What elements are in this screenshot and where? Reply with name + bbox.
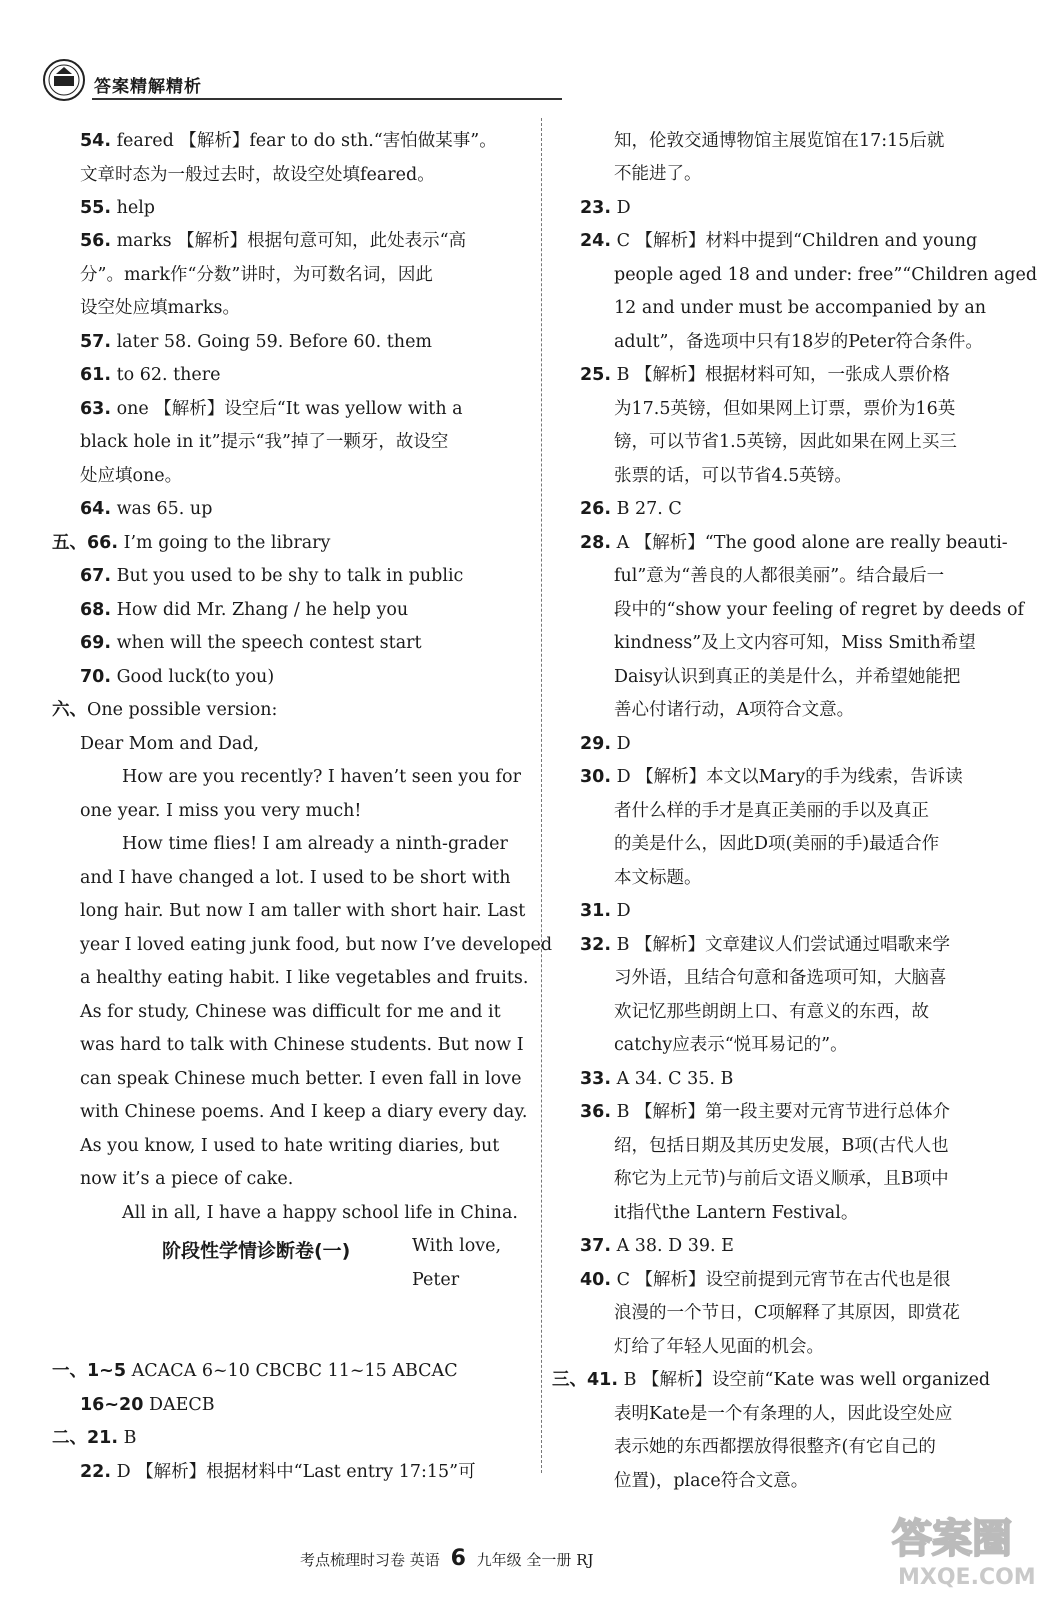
answer-text: people aged 18 and under: free”“Children aged <box>614 265 1038 285</box>
answer-line <box>614 566 944 586</box>
answer-line <box>614 131 944 151</box>
answer-text: when will the speech contest start <box>111 633 422 653</box>
answer-text: one 【解析】设空后“It was yellow with a <box>111 399 463 419</box>
answer-line <box>122 767 521 787</box>
answer-line <box>80 734 259 754</box>
answer-text: With love, <box>412 1236 502 1256</box>
answer-line <box>614 298 986 318</box>
answer-line <box>80 1035 524 1055</box>
answer-line <box>412 1236 501 1256</box>
answer-text: 知，伦敦交通博物馆主展览馆在17:15后就 <box>614 131 945 151</box>
question-number: 69. <box>80 633 112 653</box>
answer-line <box>580 734 631 754</box>
answer-text: B 【解析】根据材料可知，一张成人票价格 <box>611 365 950 385</box>
answer-line <box>614 1002 929 1022</box>
answer-line <box>580 1270 951 1290</box>
answer-text: 灯给了年轻人见面的机会。 <box>614 1337 824 1357</box>
question-number: 二、21. <box>52 1428 119 1448</box>
question-number: 32. <box>580 935 612 955</box>
answer-text: D <box>611 198 631 218</box>
answer-text: it指代the Lantern Festival。 <box>614 1203 859 1223</box>
question-number: 37. <box>580 1236 612 1256</box>
answer-line <box>614 1404 952 1424</box>
answer-line <box>412 1270 459 1290</box>
answer-line <box>614 466 852 486</box>
page-header <box>40 58 1020 106</box>
answer-line <box>614 868 702 888</box>
section-title: 阶段性学情诊断卷(一) <box>162 1240 351 1262</box>
question-number: 70. <box>80 667 112 687</box>
answer-line <box>614 265 1037 285</box>
answer-line <box>614 399 955 419</box>
answer-text: was hard to talk with Chinese students. But now I <box>80 1035 524 1055</box>
answer-text: How time flies! I am already a ninth-grader <box>122 834 508 854</box>
answer-text: 欢记忆那些朗朗上口、有意义的东西，故 <box>614 1002 929 1022</box>
answer-text: Dear Mom and Dad, <box>80 734 260 754</box>
answer-line <box>122 834 508 854</box>
question-number: 一、1~5 <box>52 1361 127 1381</box>
answer-line <box>80 1395 215 1415</box>
answer-text: Daisy认识到真正的美是什么，并希望她能把 <box>614 667 961 687</box>
answer-line <box>580 1236 734 1256</box>
answer-text: now it’s a piece of cake. <box>80 1169 294 1189</box>
answer-text: Good luck(to you) <box>111 667 275 687</box>
watermark-bottom-text: MXQE.COM <box>898 1565 1036 1590</box>
answer-text: How are you recently? I haven’t seen you for <box>122 767 521 787</box>
answer-line <box>80 1069 521 1089</box>
answer-text: 表明Kate是一个有条理的人，因此设空处应 <box>614 1404 953 1424</box>
answer-line <box>580 198 631 218</box>
question-number: 30. <box>580 767 612 787</box>
answer-line <box>80 667 274 687</box>
question-number: 24. <box>580 231 612 251</box>
answer-line <box>80 968 528 988</box>
answer-line <box>80 466 182 486</box>
answer-text: B 【解析】文章建议人们尝试通过唱歌来学 <box>611 935 950 955</box>
answer-line <box>614 1169 949 1189</box>
answer-text: 设空处应填marks。 <box>80 298 240 318</box>
answer-text: 分”。mark作“分数”讲时，为可数名词，因此 <box>80 265 433 285</box>
answer-text: How did Mr. Zhang / he help you <box>111 600 409 620</box>
answer-line <box>80 901 525 921</box>
answer-line <box>614 1136 949 1156</box>
question-number: 23. <box>580 198 612 218</box>
answer-text: B <box>118 1428 137 1448</box>
answer-text: 绍，包括日期及其历史发展，B项(古代人也 <box>614 1136 949 1156</box>
answer-text: D <box>611 734 631 754</box>
answer-text: As for study, Chinese was difficult for me and it <box>80 1002 501 1022</box>
answer-line <box>614 667 960 687</box>
answer-line <box>80 231 466 251</box>
answer-text: All in all, I have a happy school life in China. <box>122 1203 518 1223</box>
answer-text: 善心付诸行动，A项符合文意。 <box>614 700 855 720</box>
answer-line <box>52 533 330 553</box>
answer-line <box>614 1437 936 1457</box>
question-number: 三、41. <box>552 1370 619 1390</box>
answer-line <box>52 700 277 720</box>
question-number: 六、 <box>52 700 87 720</box>
answer-text: A 38. D 39. E <box>611 1236 734 1256</box>
answer-text: 镑，可以节省1.5英镑，因此如果在网上买三 <box>614 432 957 452</box>
answer-line <box>614 801 929 821</box>
answer-line <box>614 633 976 653</box>
answer-line <box>580 365 950 385</box>
answer-line <box>80 365 221 385</box>
question-number: 54. <box>80 131 112 151</box>
answer-text: D 【解析】根据材料中“Last entry 17:15”可 <box>111 1462 476 1482</box>
header-title: 答案精解精析 <box>94 77 202 97</box>
answer-text: 文章时态为一般过去时，故设空处填feared。 <box>80 165 435 185</box>
answer-text: As you know, I used to hate writing diaries, but <box>80 1136 500 1156</box>
answer-line <box>80 298 240 318</box>
answer-text: 位置)，place符合文意。 <box>614 1471 809 1491</box>
answer-line <box>80 1102 527 1122</box>
answer-line <box>80 633 422 653</box>
answer-text: B 【解析】第一段主要对元宵节进行总体介 <box>611 1102 950 1122</box>
answer-line <box>52 1361 458 1381</box>
answer-text: can speak Chinese much better. I even fall in love <box>80 1069 522 1089</box>
question-number: 26. <box>580 499 612 519</box>
answer-text: kindness”及上文内容可知，Miss Smith希望 <box>614 633 976 653</box>
answer-text: was 65. up <box>111 499 213 519</box>
answer-line <box>80 265 433 285</box>
question-number: 63. <box>80 399 112 419</box>
answer-line <box>614 968 947 988</box>
answer-line <box>80 1136 499 1156</box>
answer-line <box>80 935 552 955</box>
answer-text: year I loved eating junk food, but now I’ve developed <box>80 935 553 955</box>
answer-line <box>80 1002 501 1022</box>
answer-text: But you used to be shy to talk in public <box>111 566 464 586</box>
answer-text: B 【解析】设空前“Kate was well organized <box>618 1370 991 1390</box>
answer-line <box>614 1035 848 1055</box>
answer-line <box>614 1471 808 1491</box>
answer-line <box>552 1370 990 1390</box>
answer-text: with Chinese poems. And I keep a diary every day. <box>80 1102 528 1122</box>
watermark-logo <box>882 1502 1042 1592</box>
answer-text: adult”，备选项中只有18岁的Peter符合条件。 <box>614 332 983 352</box>
answer-line <box>614 432 957 452</box>
answer-line <box>80 165 435 185</box>
answer-text: 12 and under must be accompanied by an <box>614 298 987 318</box>
question-number: 31. <box>580 901 612 921</box>
answer-text: I’m going to the library <box>118 533 331 553</box>
answer-text: and I have changed a lot. I used to be short with <box>80 868 511 888</box>
answer-text: 习外语，且结合句意和备选项可知，大脑喜 <box>614 968 947 988</box>
answer-line <box>580 533 1008 553</box>
answer-line <box>580 935 950 955</box>
answer-text: DAECB <box>143 1395 215 1415</box>
answer-text: A 34. C 35. B <box>611 1069 734 1089</box>
answer-text: 表示她的东西都摆放得很整齐(有它自己的 <box>614 1437 936 1457</box>
answer-text: ACACA 6~10 CBCBC 11~15 ABCAC <box>126 1361 458 1381</box>
question-number: 28. <box>580 533 612 553</box>
page-footer <box>300 1546 594 1571</box>
answer-text: to 62. there <box>111 365 221 385</box>
page-number: 6 <box>450 1546 466 1571</box>
answer-text: one year. I miss you very much! <box>80 801 362 821</box>
answer-text: One possible version: <box>87 700 278 720</box>
answer-line <box>80 566 463 586</box>
answer-line <box>580 231 977 251</box>
question-number: 61. <box>80 365 112 385</box>
publisher-logo-icon <box>42 58 86 102</box>
answer-line <box>52 1428 136 1448</box>
answer-line <box>122 1203 518 1223</box>
answer-text: a healthy eating habit. I like vegetables and fruits. <box>80 968 529 988</box>
answer-text: 不能进了。 <box>614 164 702 184</box>
answer-text: 浪漫的一个节日，C项解释了其原因，即赏花 <box>614 1303 960 1323</box>
answer-line <box>80 868 511 888</box>
answer-text: D 【解析】本文以Mary的手为线索，告诉读 <box>611 767 963 787</box>
answer-line <box>80 600 408 620</box>
answer-line <box>614 600 1024 620</box>
question-number: 36. <box>580 1102 612 1122</box>
question-number: 25. <box>580 365 612 385</box>
answer-text: 为17.5英镑，但如果网上订票，票价为16英 <box>614 399 956 419</box>
question-number: 57. <box>80 332 112 352</box>
answer-line <box>580 1102 950 1122</box>
answer-text: help <box>111 198 156 218</box>
answer-line <box>580 901 631 921</box>
answer-text: catchy应表示“悦耳易记的”。 <box>614 1035 848 1055</box>
answer-line <box>80 399 463 419</box>
question-number: 33. <box>580 1069 612 1089</box>
answer-text: A 【解析】“The good alone are really beauti- <box>611 533 1008 553</box>
answer-text: 处应填one。 <box>80 466 183 486</box>
answer-line <box>80 432 448 452</box>
answer-line <box>614 1337 824 1357</box>
answer-line <box>80 1169 293 1189</box>
answer-line <box>580 1069 733 1089</box>
answer-text: 本文标题。 <box>614 868 702 888</box>
question-number: 16~20 <box>80 1395 144 1415</box>
answer-text: feared 【解析】fear to do sth.“害怕做某事”。 <box>111 131 497 151</box>
answer-text: 者什么样的手才是真正美丽的手以及真正 <box>614 801 929 821</box>
answer-line <box>80 801 361 821</box>
question-number: 29. <box>580 734 612 754</box>
answer-line <box>614 1303 960 1323</box>
answer-line <box>614 164 702 184</box>
answer-text: D <box>611 901 631 921</box>
question-number: 64. <box>80 499 112 519</box>
answer-text: ful”意为“善良的人都很美丽”。结合最后一 <box>614 566 945 586</box>
answer-line <box>614 700 854 720</box>
answer-text: B 27. C <box>611 499 682 519</box>
question-number: 68. <box>80 600 112 620</box>
answer-text: black hole in it”提示“我”掉了一颗牙，故设空 <box>80 432 449 452</box>
answer-line <box>80 131 497 151</box>
answer-line <box>80 332 432 352</box>
answer-line <box>614 1203 858 1223</box>
answer-text: marks 【解析】根据句意可知，此处表示“高 <box>111 231 467 251</box>
header-rule <box>92 98 562 100</box>
answer-text: C 【解析】设空前提到元宵节在古代也是很 <box>611 1270 951 1290</box>
footer-grade: 九年级 全一册 RJ <box>476 1551 594 1569</box>
answer-text: 称它为上元节)与前后文语义顺承，且B项中 <box>614 1169 949 1189</box>
answer-line <box>80 198 155 218</box>
answer-text: 的美是什么，因此D项(美丽的手)最适合作 <box>614 834 940 854</box>
answer-line <box>614 834 939 854</box>
answer-line <box>80 499 212 519</box>
watermark-top-text: 答案圈 <box>892 1516 1012 1562</box>
answer-text: long hair. But now I am taller with short hair. Last <box>80 901 526 921</box>
answer-text: Peter <box>412 1270 460 1290</box>
question-number: 56. <box>80 231 112 251</box>
question-number: 五、66. <box>52 533 119 553</box>
answer-line <box>80 1462 476 1482</box>
answer-line <box>580 499 682 519</box>
answer-line <box>580 767 963 787</box>
question-number: 22. <box>80 1462 112 1482</box>
question-number: 67. <box>80 566 112 586</box>
question-number: 40. <box>580 1270 612 1290</box>
answer-text: 张票的话，可以节省4.5英镑。 <box>614 466 852 486</box>
answer-text: 段中的“show your feeling of regret by deeds of <box>614 600 1024 620</box>
footer-book-title: 考点梳理时习卷 英语 <box>300 1551 440 1569</box>
answer-line <box>614 332 983 352</box>
column-divider <box>541 118 542 1473</box>
question-number: 55. <box>80 198 112 218</box>
answer-text: later 58. Going 59. Before 60. them <box>111 332 433 352</box>
answer-text: C 【解析】材料中提到“Children and young <box>611 231 978 251</box>
